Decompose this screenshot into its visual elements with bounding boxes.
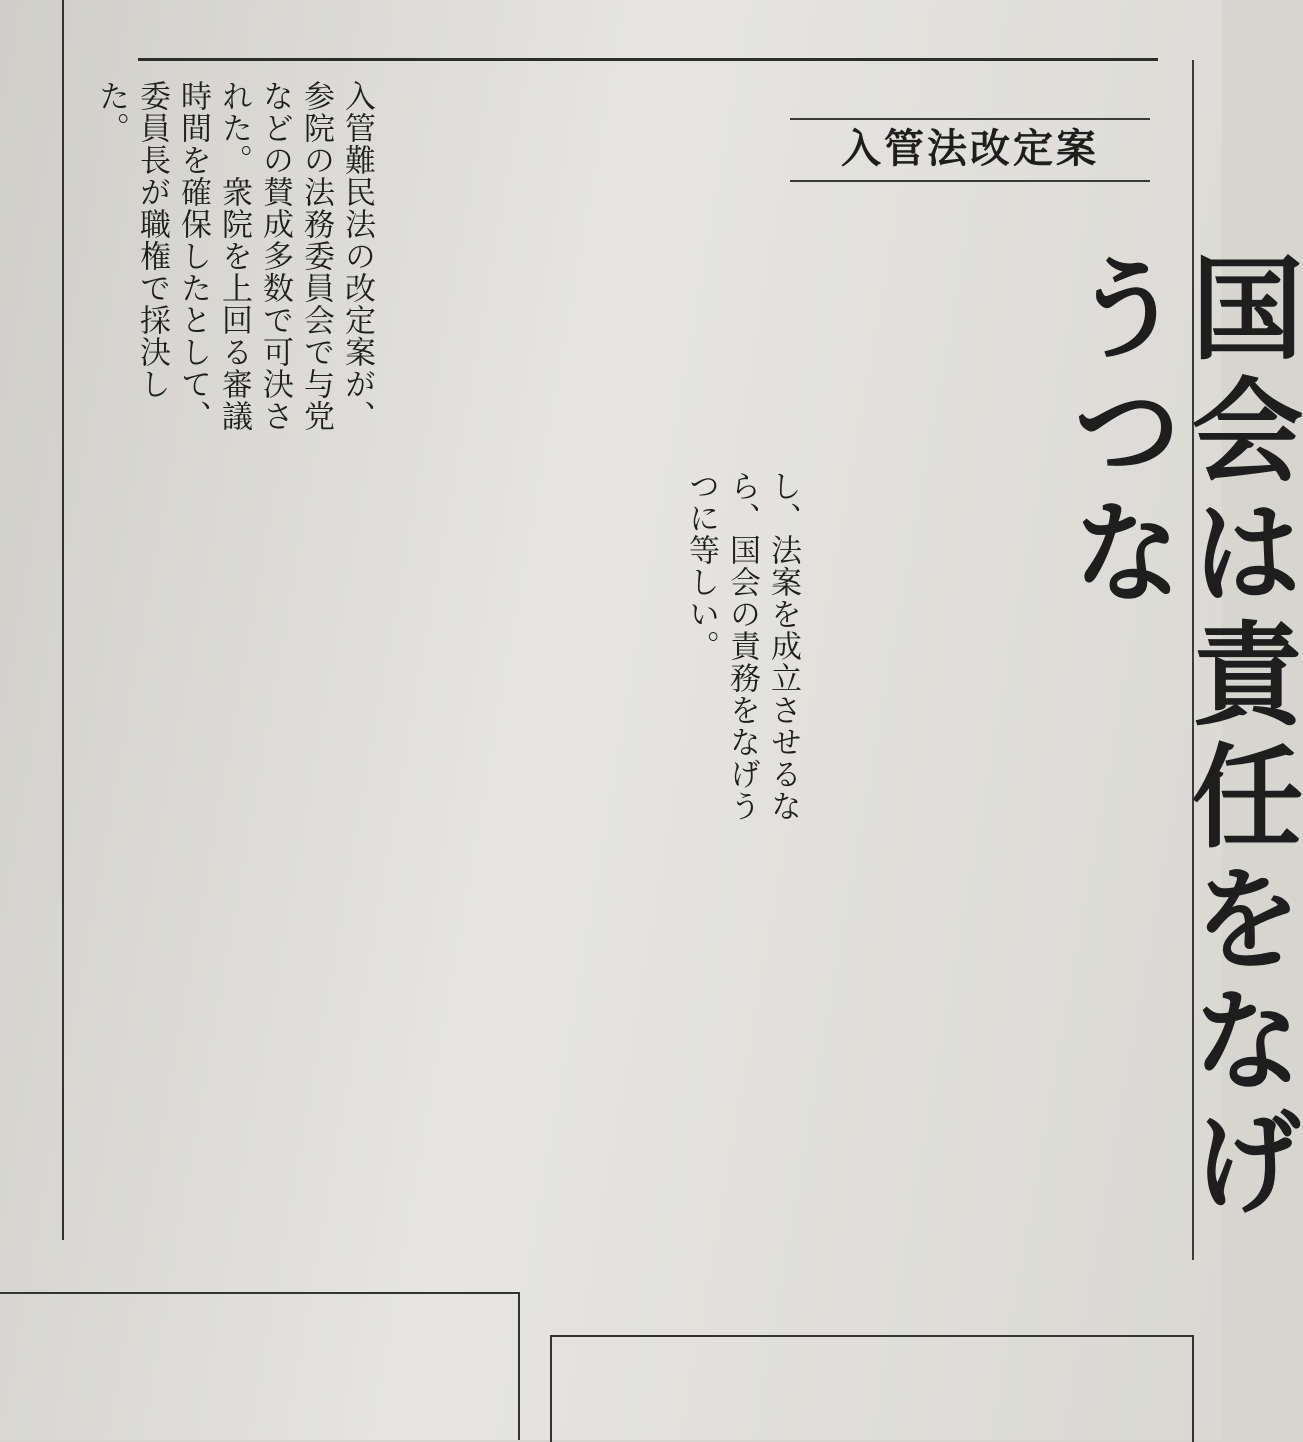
body-band-left-2: [90, 470, 670, 860]
body-band-right-2: [680, 470, 1020, 850]
ad-box: [550, 1335, 1194, 1442]
body-text: し、法案を成立させるなら、国会の責務をなげうつに等しい。: [683, 470, 801, 822]
body-band-left-3: [90, 860, 610, 1250]
rubric: [790, 118, 1150, 182]
headline-text: 国会は責任をなげうつな: [1053, 250, 1303, 1226]
left-column-rule: [62, 0, 64, 1240]
section-rule: [138, 58, 1158, 61]
previous-article-tail: [150, 0, 1050, 48]
body-band-right-1: [740, 210, 1020, 450]
body-band-left-1: [90, 80, 730, 460]
body-text: 入管難民法の改定案が、参院の法務委員会で与党などの賛成多数で可決された。衆院を上回る審議時間を確保したとして、委員長が職権で採決した。: [93, 80, 375, 432]
bottom-rule: [0, 1292, 520, 1294]
bottom-left-notice: [0, 1332, 520, 1440]
body-band-right-3: [620, 880, 1080, 1250]
bottom-right-ad: [550, 1335, 1222, 1440]
rubric-text: 入管法改定案: [841, 126, 1099, 172]
